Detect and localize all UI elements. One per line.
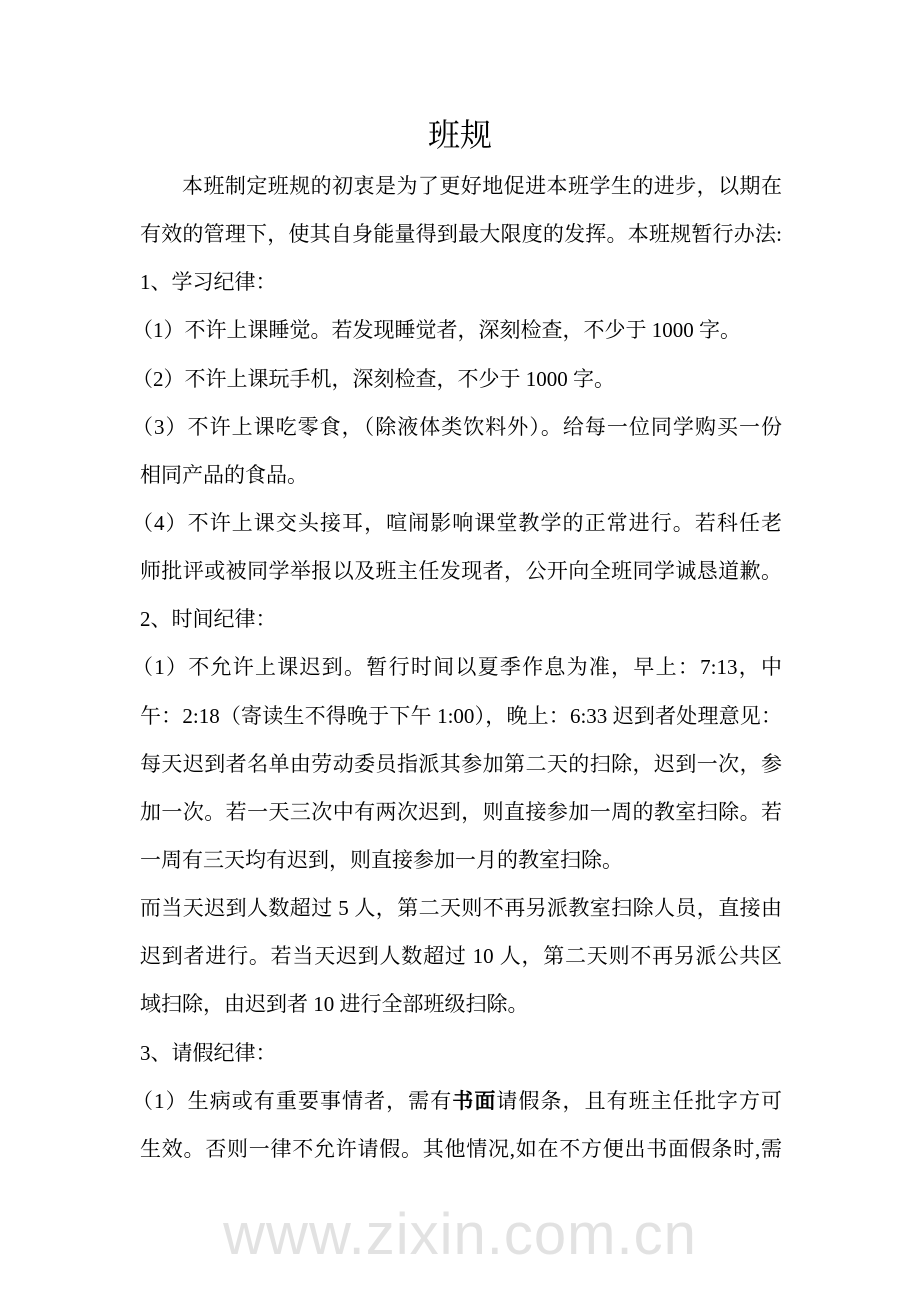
rule-item-continued: 每天迟到者名单由劳动委员指派其参加第二天的扫除，迟到一次，参 <box>140 751 782 776</box>
section-heading-leave: 3、请假纪律： <box>140 1040 277 1065</box>
paragraph-line: 而当天迟到人数超过 5 人，第二天则不再另派教室扫除人员，直接由 <box>140 896 782 921</box>
rule-item: （1）不许上课睡觉。若发现睡觉者，深刻检查，不少于 1000 字。 <box>132 318 741 343</box>
rule-item-continued: 加一次。若一天三次中有两次迟到，则直接参加一周的教室扫除。若 <box>140 799 782 824</box>
rule-text: 请假条，且有班主任批字方可 <box>496 1088 783 1113</box>
watermark: www.zixin.com.cn <box>223 1202 697 1267</box>
document-body <box>132 162 783 1173</box>
rule-item: （3）不许上课吃零食，（除液体类饮料外）。给每一位同学购买一份 <box>132 414 782 439</box>
rule-item-continued: 师批评或被同学举报以及班主任发现者，公开向全班同学诚恳道歉。 <box>140 559 782 584</box>
paragraph-line: 域扫除，由迟到者 10 进行全部班级扫除。 <box>140 992 529 1017</box>
rule-item-continued: 生效。否则一律不允许请假。其他情况,如在不方便出书面假条时,需 <box>140 1136 782 1161</box>
paragraph-line: 迟到者进行。若当天迟到人数超过 10 人，第二天则不再另派公共区 <box>140 944 782 969</box>
section-heading-time: 2、时间纪律： <box>140 607 277 632</box>
section-heading-study: 1、学习纪律： <box>140 270 277 295</box>
rule-item: （2）不许上课玩手机，深刻检查，不少于 1000 字。 <box>132 366 615 391</box>
intro-paragraph-line: 本班制定班规的初衷是为了更好地促进本班学生的进步，以期在 <box>182 174 782 198</box>
intro-paragraph-line: 有效的管理下，使其自身能量得到最大限度的发挥。本班规暂行办法: <box>140 222 782 247</box>
rule-item-continued: 一周有三天均有迟到，则直接参加一月的教室扫除。 <box>140 847 623 872</box>
rule-item-continued: 相同产品的食品。 <box>140 462 308 487</box>
rule-item: （4）不许上课交头接耳，喧闹影响课堂教学的正常进行。若科任老 <box>132 510 782 535</box>
rule-item <box>132 1077 782 1125</box>
document-title: 班规 <box>427 117 492 153</box>
rule-item-continued: 午：2:18（寄读生不得晚于下午 1:00），晚上：6:33 迟到者处理意见： <box>140 703 782 728</box>
rule-text: （1）生病或有重要事情者，需有 <box>132 1088 453 1113</box>
rule-item: （1）不允许上课迟到。暂行时间以夏季作息为准，早上：7:13，中 <box>132 655 782 680</box>
emphasis-text: 书面 <box>452 1088 497 1113</box>
